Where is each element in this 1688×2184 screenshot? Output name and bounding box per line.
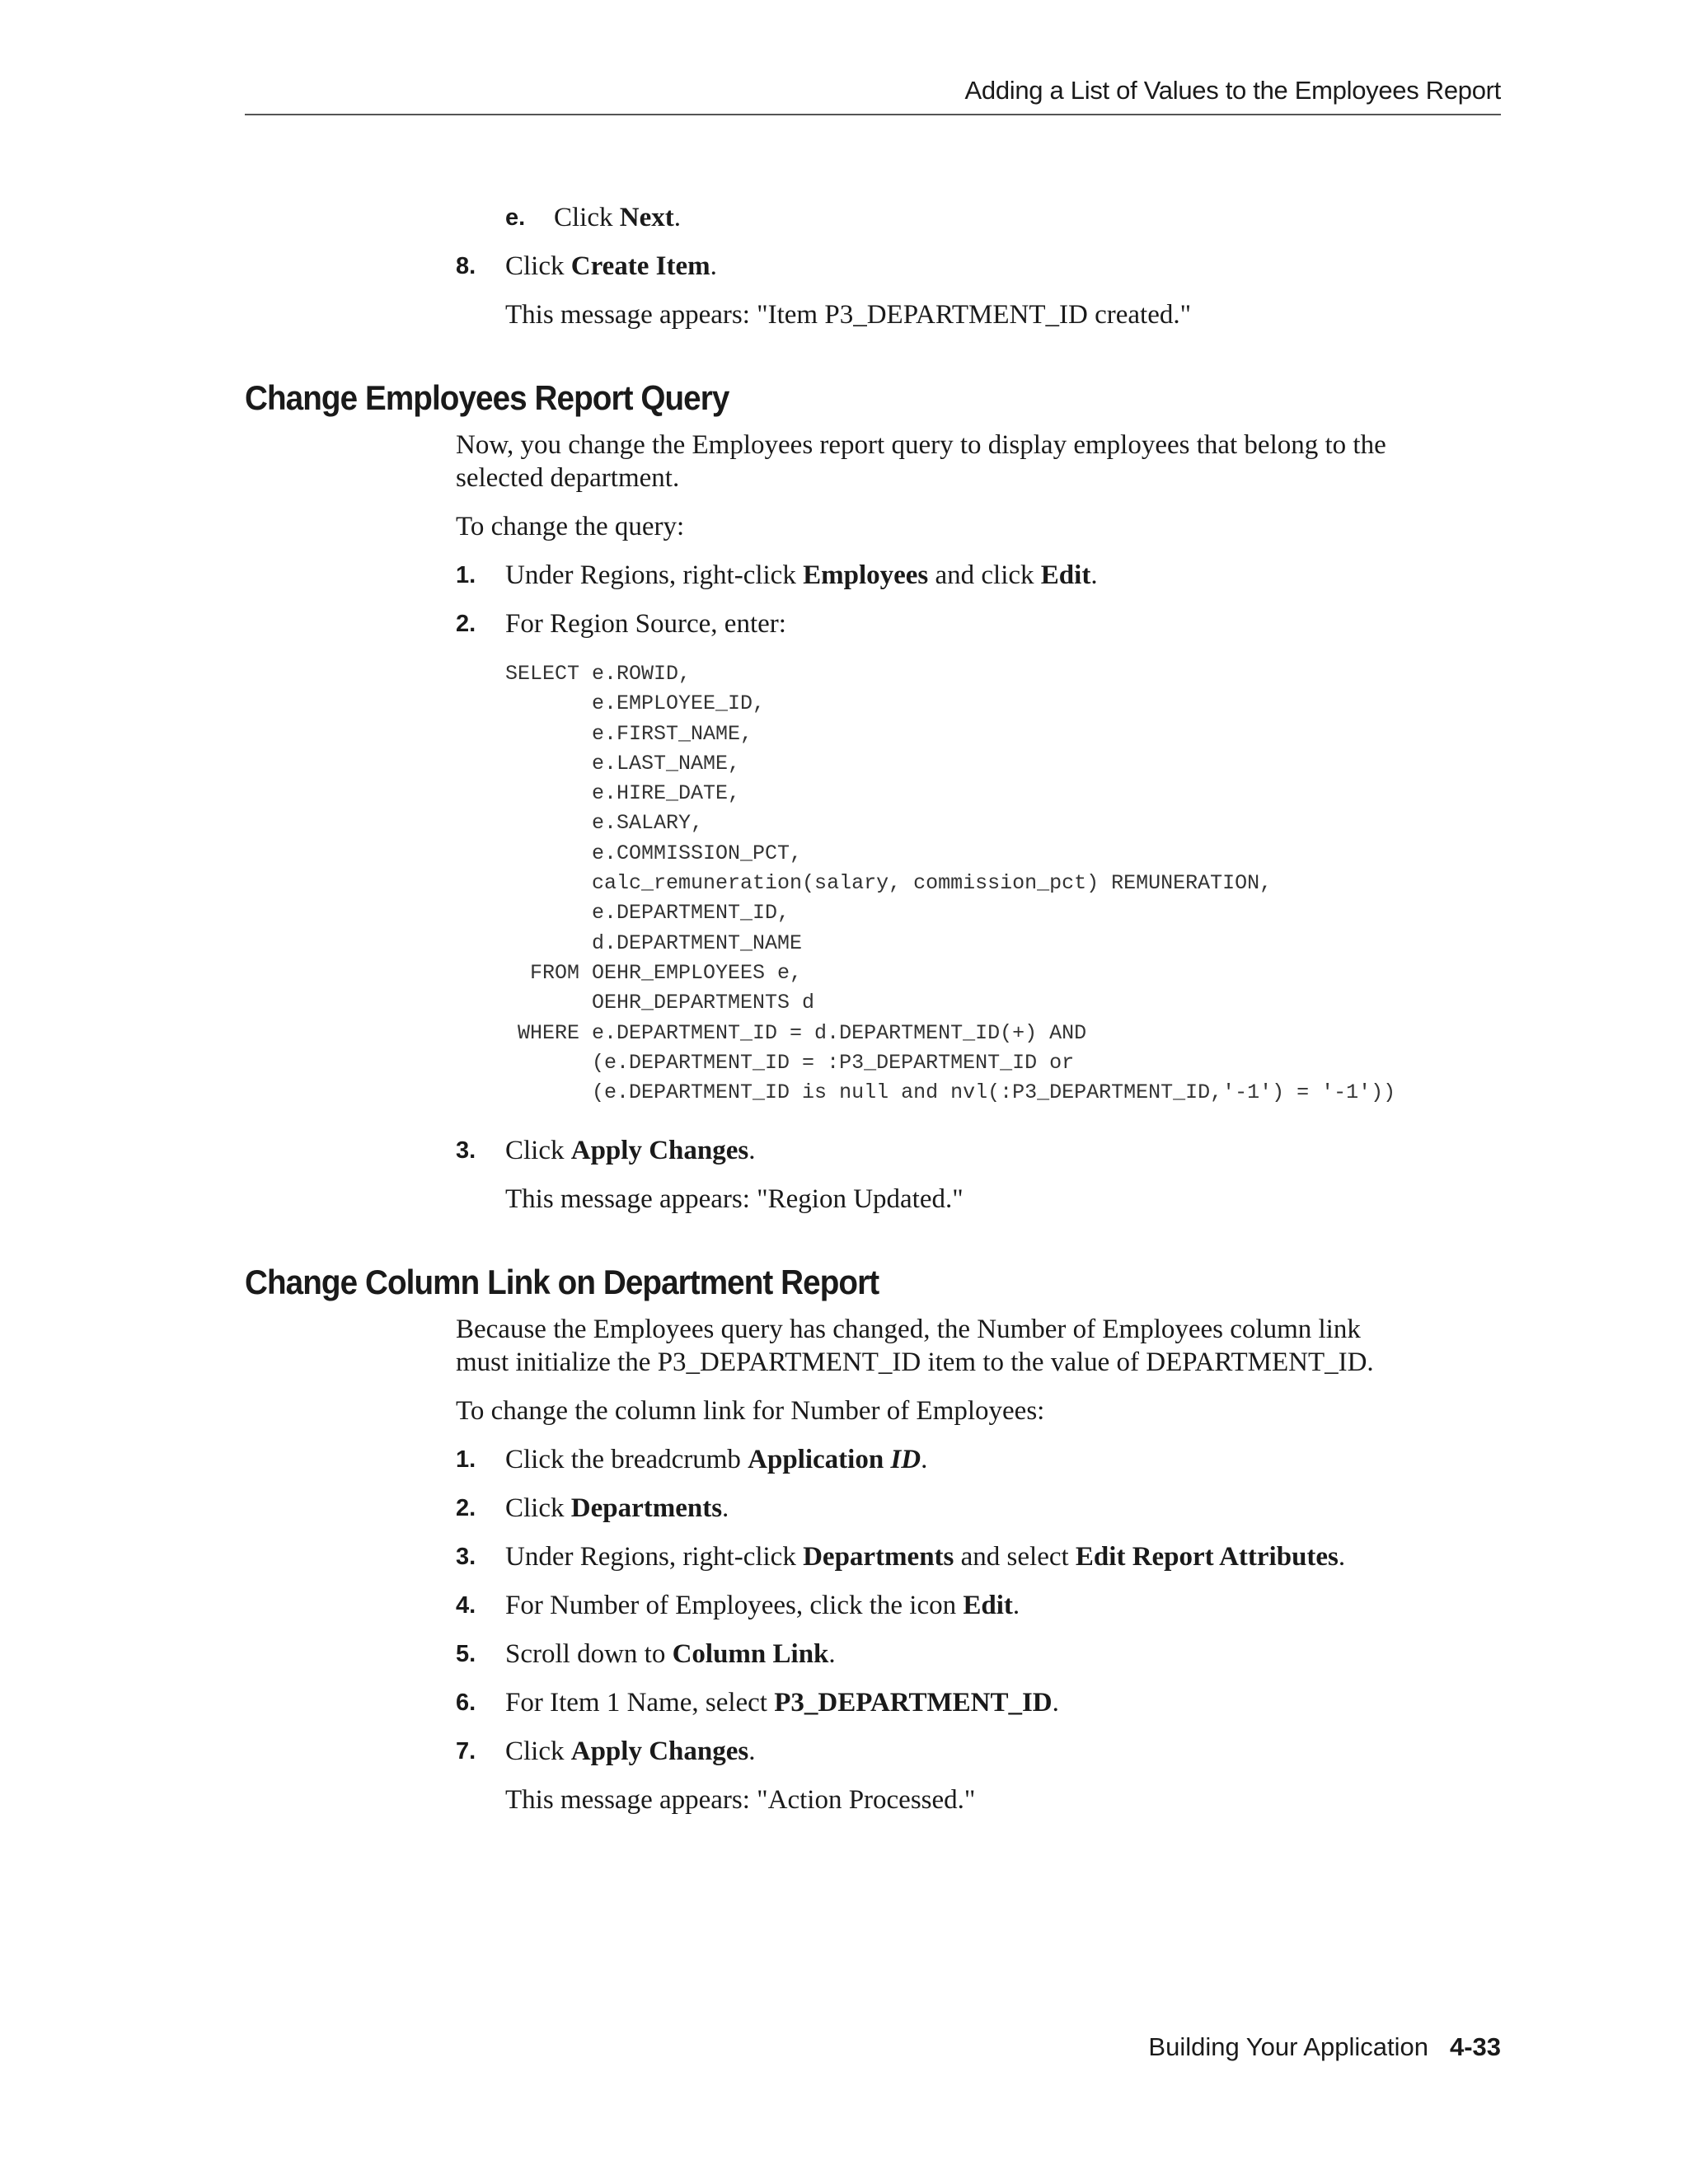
- section1-paragraph-line1: Now, you change the Employees report query to display employees that belong to the: [456, 430, 1386, 460]
- section1-step-3-number: 3.: [456, 1137, 476, 1164]
- section2-step-5-text: Scroll down to Column Link.: [505, 1639, 836, 1669]
- section2-step-5-number: 5.: [456, 1641, 476, 1667]
- section2-step-7-number: 7.: [456, 1738, 476, 1765]
- section2-step-2-text: Click Departments.: [505, 1493, 729, 1523]
- section2-lead: To change the column link for Number of Employees:: [456, 1396, 1045, 1426]
- section2-step-3-text: Under Regions, right-click Departments and select Edit Report Attributes.: [505, 1542, 1346, 1572]
- section1-step-3-message: This message appears: "Region Updated.": [505, 1184, 964, 1214]
- section2-step-3-number: 3.: [456, 1544, 476, 1570]
- step-8-number: 8.: [456, 253, 476, 279]
- section2-step-6-text: For Item 1 Name, select P3_DEPARTMENT_ID.: [505, 1688, 1059, 1718]
- section-heading-change-column-link: Change Column Link on Department Report: [245, 1263, 879, 1301]
- section1-step-2-text: For Region Source, enter:: [505, 609, 786, 639]
- step-8-message: This message appears: "Item P3_DEPARTMENT_ID created.": [505, 300, 1192, 330]
- section2-step-4-number: 4.: [456, 1592, 476, 1619]
- section1-step-3-text: Click Apply Changes.: [505, 1136, 756, 1165]
- section1-lead: To change the query:: [456, 512, 685, 541]
- step-e-text: Click Next.: [554, 203, 681, 232]
- section2-paragraph-line1: Because the Employees query has changed, the Number of Employees column link: [456, 1315, 1361, 1344]
- running-header-title: Adding a List of Values to the Employees Report: [964, 76, 1501, 105]
- section1-step-1-text: Under Regions, right-click Employees and click Edit.: [505, 560, 1098, 590]
- section2-paragraph-line2: must initialize the P3_DEPARTMENT_ID item to the value of DEPARTMENT_ID.: [456, 1347, 1374, 1377]
- footer-chapter: Building Your Application: [1148, 2032, 1428, 2061]
- footer-page-number: 4-33: [1449, 2032, 1501, 2061]
- section2-step-4-text: For Number of Employees, click the icon Edit.: [505, 1591, 1020, 1620]
- section-heading-change-query: Change Employees Report Query: [245, 378, 729, 417]
- page-footer: [1148, 2032, 1501, 2062]
- section2-step-1-number: 1.: [456, 1446, 476, 1473]
- step-e-number: e.: [505, 204, 526, 231]
- section1-step-2-number: 2.: [456, 611, 476, 637]
- section1-paragraph-line2: selected department.: [456, 463, 680, 493]
- running-header: [245, 73, 1501, 115]
- section2-step-7-message: This message appears: "Action Processed.": [505, 1785, 976, 1815]
- section2-step-2-number: 2.: [456, 1495, 476, 1521]
- section2-step-6-number: 6.: [456, 1690, 476, 1716]
- step-8-text: Click Create Item.: [505, 251, 717, 281]
- sql-code-block: SELECT e.ROWID, e.EMPLOYEE_ID, e.FIRST_NAME, e.LAST_NAME, e.HIRE_DATE, e.SALARY, e.COMMISSION_PCT, calc_remuneration(salary, commission_pct) REMUNERATION, e.DEPARTMENT_ID, d.DEPARTMENT_NAME FROM OEHR_EMPLOYEES e, OEHR_DEPARTMENTS d WHERE e.DEPARTMENT_ID = d.DEPARTMENT_ID(+) AND (e.DEPARTMENT_ID = :P3_DEPARTMENT_ID or (e.DEPARTMENT_ID is null and nvl(:P3_DEPARTMENT_ID,'-1') = '-1')): [505, 662, 1396, 1105]
- section1-step-1-number: 1.: [456, 562, 476, 588]
- section2-step-1-text: Click the breadcrumb Application ID.: [505, 1445, 928, 1474]
- section2-step-7-text: Click Apply Changes.: [505, 1736, 756, 1766]
